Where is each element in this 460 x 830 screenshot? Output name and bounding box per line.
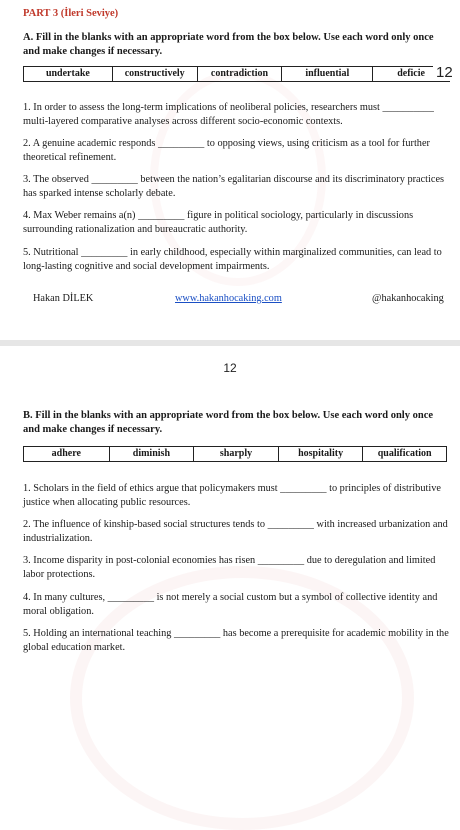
blank: _________ — [280, 483, 327, 494]
question-a-2: 2. A genuine academic responds _________ to opposing views, using criticism as a tool for further theoretical refinement. — [23, 138, 430, 163]
word-box-a-item: deficie — [397, 68, 425, 79]
blank: _________ — [91, 174, 138, 185]
word-box-b — [23, 446, 447, 462]
author-name: Hakan DİLEK — [33, 293, 94, 304]
section-a-instruction: A. Fill in the blanks with an appropriate word from the box below. Use each word only once and make changes if necessary. — [23, 32, 434, 57]
word-box-a-item: undertake — [24, 67, 113, 81]
blank: _________ — [157, 138, 205, 149]
word-box-a — [23, 66, 450, 82]
section-b-instruction: B. Fill in the blanks with an appropriate word from the box below. Use each word only once and make changes if necessary. — [23, 410, 434, 435]
question-a-4: 4. Max Weber remains a(n) _________ figure in political sociology, particularly in discussions surrounding rationalization and bureaucratic authority. — [23, 210, 414, 235]
word-box-a-item: contradiction — [198, 67, 283, 81]
word-box-b-item: sharply — [194, 447, 279, 461]
question-b-4: 4. In many cultures, _________ is not merely a social custom but a symbol of collective identity and moral obligation. — [23, 592, 438, 617]
blank: _________ — [257, 555, 305, 566]
question-a-3: 3. The observed _________ between the nation’s egalitarian discourse and its discriminatory practices has sparked intense scholarly debate. — [23, 174, 445, 199]
blank: _________ — [107, 592, 154, 603]
word-box-b-item: adhere — [24, 447, 110, 461]
word-box-a-item: influential — [282, 67, 373, 81]
page-number-side: 12 — [433, 64, 456, 81]
blank: __________ — [382, 102, 434, 113]
word-box-b-item: qualification — [377, 448, 432, 459]
question-b-3: 3. Income disparity in post-colonial economies has risen _________ due to deregulation and limited labor protections. — [23, 555, 436, 580]
blank: _________ — [138, 210, 185, 221]
word-box-b-item: diminish — [110, 447, 195, 461]
social-handle: @hakanhocaking — [372, 293, 444, 304]
blank: _________ — [173, 628, 221, 639]
word-box-b-item: hospitality — [279, 447, 364, 461]
blank: _________ — [267, 519, 314, 530]
question-b-1: 1. Scholars in the field of ethics argue that policymakers must _________ to principles of distributive justice when allocating public resources. — [23, 483, 441, 508]
page-number: 12 — [223, 361, 237, 375]
word-box-a-item: constructively — [113, 67, 198, 81]
website-link[interactable]: www.hakanhocaking.com — [175, 293, 282, 304]
question-b-2: 2. The influence of kinship-based social structures tends to _________ with increased urbanization and industrialization. — [23, 519, 448, 544]
question-b-5: 5. Holding an international teaching _________ has become a prerequisite for academic mobility in the global education market. — [23, 628, 449, 653]
question-a-1: 1. In order to assess the long-term implications of neoliberal policies, researchers must __________ multi-layered comparative analyses across different socio-economic contexts. — [23, 102, 434, 127]
question-a-5: 5. Nutritional _________ in early childhood, especially within marginalized communities, can lead to long-lasting cognitive and social development impairments. — [23, 247, 442, 272]
worksheet-page-top — [0, 0, 460, 340]
worksheet-page-bottom — [0, 346, 460, 765]
blank: _________ — [81, 247, 128, 258]
part-title: PART 3 (İleri Seviye) — [23, 8, 119, 19]
